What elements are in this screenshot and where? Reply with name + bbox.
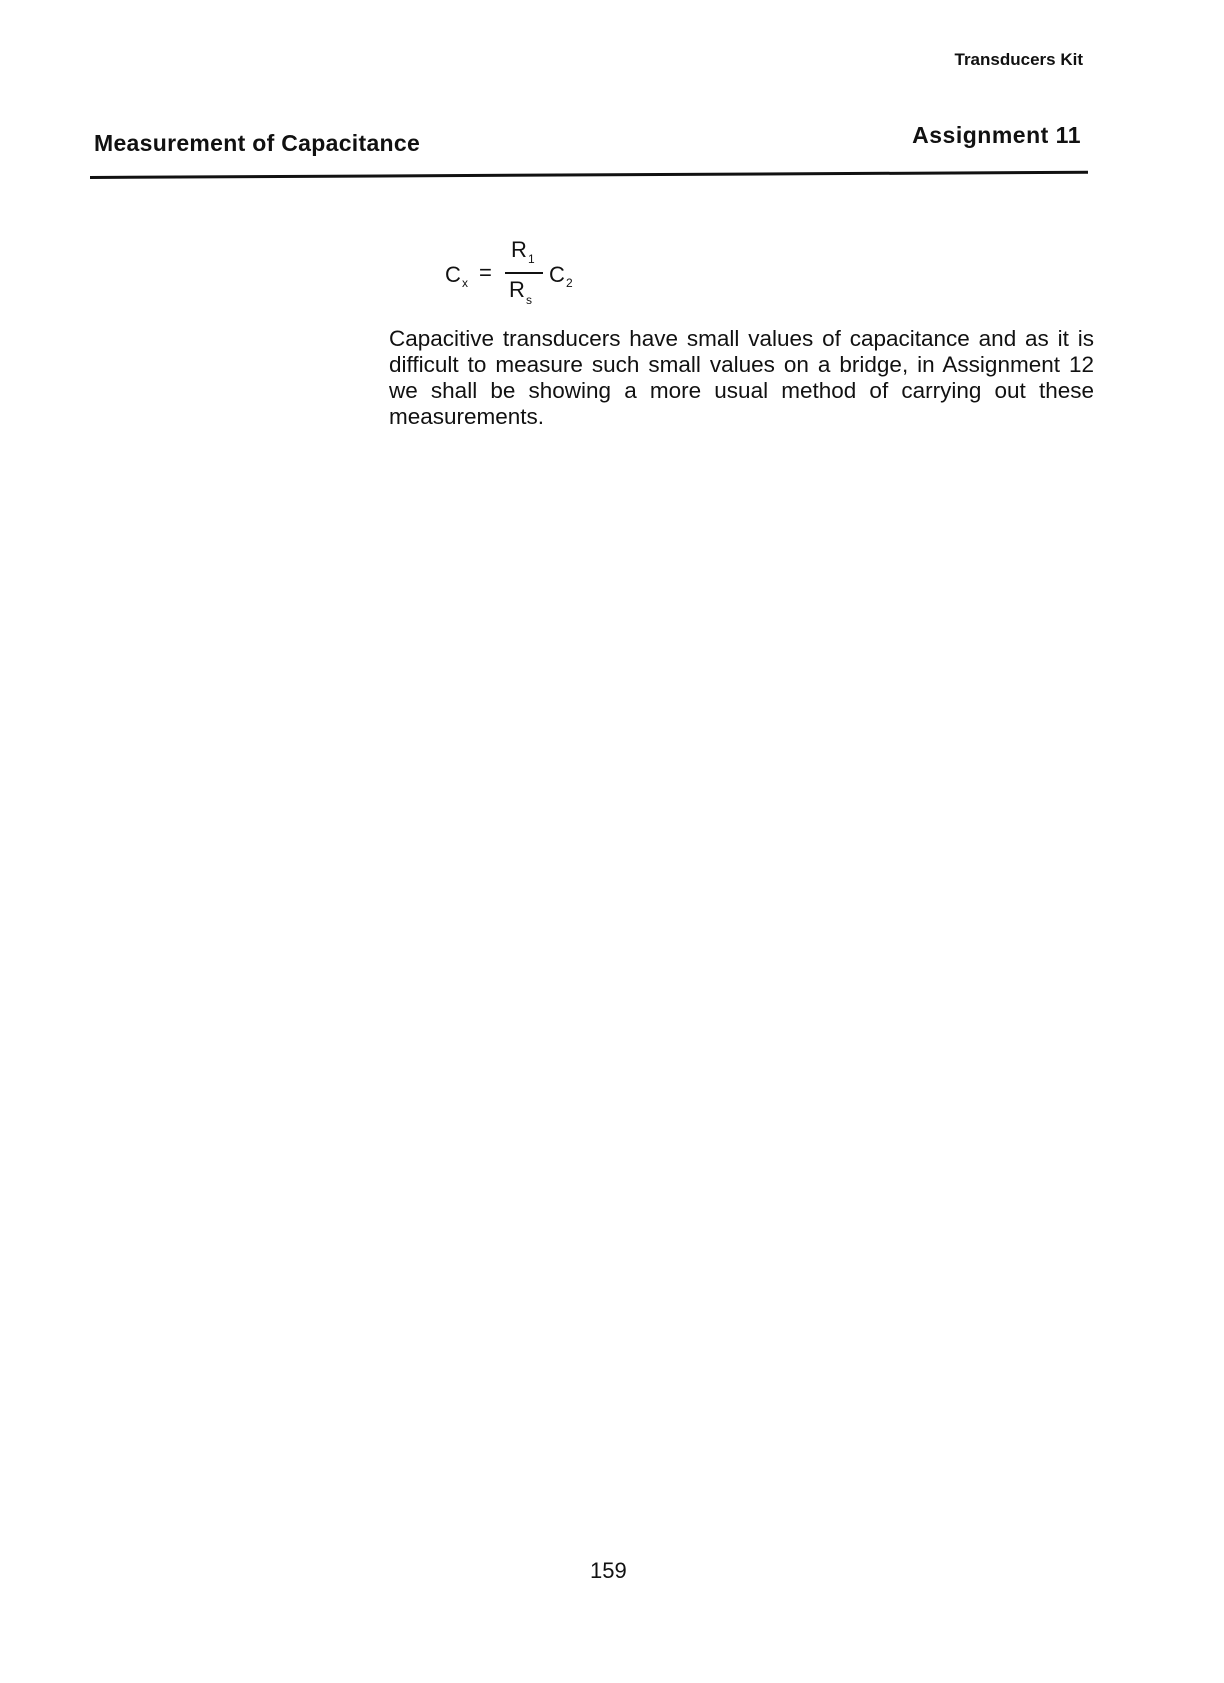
capacitance-formula xyxy=(445,232,605,307)
fraction-bar xyxy=(505,272,543,274)
formula-equals: = xyxy=(479,260,492,285)
formula-numerator-subscript: 1 xyxy=(528,252,535,266)
formula-numerator: R xyxy=(511,237,527,262)
assignment-label: Assignment 11 xyxy=(912,122,1081,148)
kit-title: Transducers Kit xyxy=(954,50,1083,69)
formula-denominator: R xyxy=(509,277,525,302)
formula-factor-subscript: 2 xyxy=(566,276,573,290)
body-paragraph: Capacitive transducers have small values of capacitance and as it is difficult to measure such small values on a bridge, in Assignment 12 we shall be showing a more usual method of carrying out these measurements. xyxy=(389,326,1094,429)
formula-lhs: C xyxy=(445,262,461,287)
formula-denominator-subscript: s xyxy=(526,293,532,307)
page-number: 159 xyxy=(590,1558,627,1583)
header-rule xyxy=(90,171,1088,179)
formula-lhs-subscript: x xyxy=(462,276,468,290)
section-title: Measurement of Capacitance xyxy=(94,130,421,156)
formula-factor: C xyxy=(549,262,565,287)
